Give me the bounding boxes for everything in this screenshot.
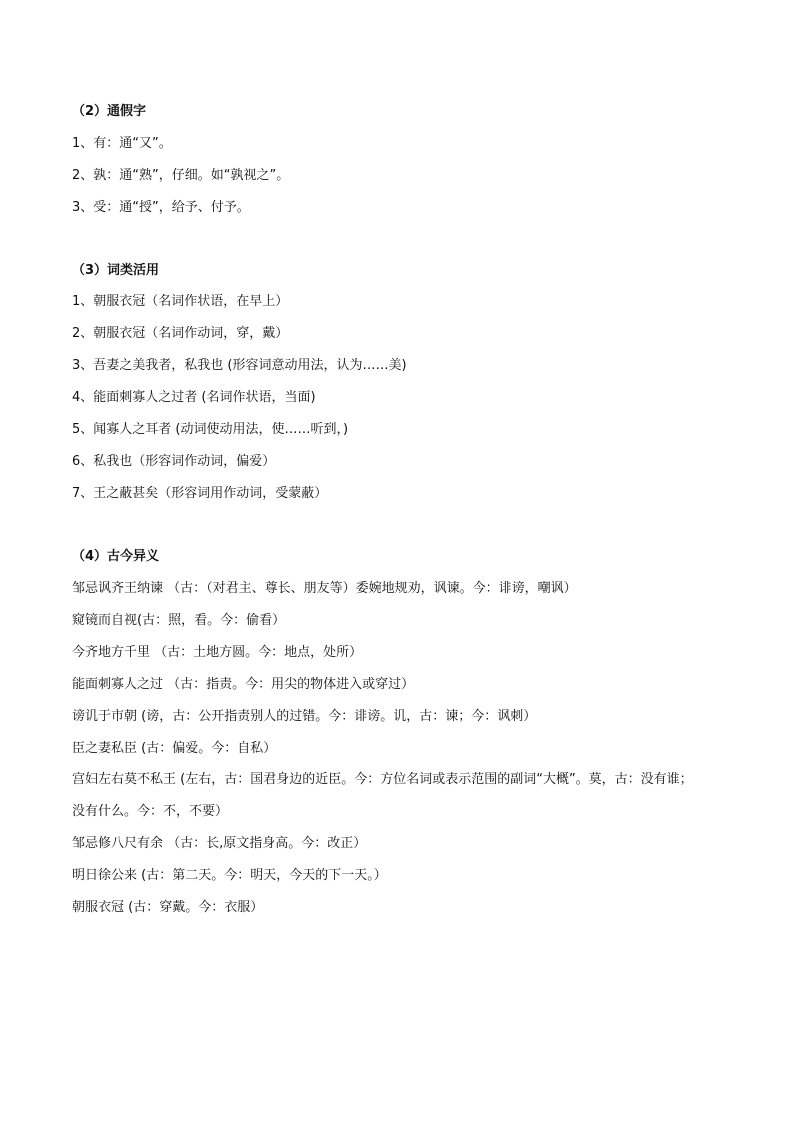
list-item: 能面刺寡人之过 （古：指责。今：用尖的物体进入或穿过）	[72, 677, 415, 692]
list-item: 2、孰：通“熟”，仔细。如“孰视之”。	[72, 168, 290, 183]
list-item: 1、有：通“又”。	[72, 136, 172, 151]
list-item: 2、朝服衣冠（名词作动词，穿，戴）	[72, 326, 289, 341]
list-item: 邹忌修八尺有余 （古：长,原文指身高。今：改正）	[72, 836, 367, 851]
list-item: 7、王之蔽甚矣（形容词用作动词，受蒙蔽）	[72, 486, 328, 501]
list-item: 谤讥于市朝 (谤，古：公开指责别人的过错。今：诽谤。讥，古：谏；今：讽刺）	[72, 709, 537, 724]
section-heading-gujinyiyi: （4）古今异义	[72, 549, 160, 564]
list-item: 今齐地方千里 （古：土地方圆。今：地点，处所）	[72, 645, 363, 660]
list-item: 窥镜而自视(古：照，看。今：偷看）	[72, 613, 286, 628]
list-item: 4、能面刺寡人之过者 (名词作状语，当面)	[72, 390, 316, 405]
section-heading-tongjiazi: （2）通假字	[72, 104, 147, 119]
list-item: 朝服衣冠 (古：穿戴。今：衣服）	[72, 900, 264, 915]
list-item: 3、吾妻之美我者，私我也 (形容词意动用法，认为……美)	[72, 358, 407, 373]
list-item: 明日徐公来 (古：第二天。今：明天，今天的下一天。）	[72, 868, 387, 883]
section-heading-cileihuoyong: （3）词类活用	[72, 263, 160, 278]
list-item: 邹忌讽齐王纳谏 （古：（对君主、尊长、朋友等）委婉地规劝，讽谏。今：诽谤，嘲讽）	[72, 581, 577, 596]
list-item: 1、朝服衣冠（名词作状语，在早上）	[72, 294, 289, 309]
list-item: 臣之妻私臣 (古：偏爱。今：自私）	[72, 741, 277, 756]
list-item: 3、受：通“授”，给予、付予。	[72, 200, 250, 215]
list-item: 6、私我也（形容词作动词，偏爱）	[72, 454, 276, 469]
list-item: 宫妇左右莫不私王 (左右，古：国君身边的近臣。今：方位名词或表示范围的副词“大概”。莫，古：没有谁；	[72, 772, 693, 787]
list-item: 5、闻寡人之耳者 (动词使动用法，使……听到，)	[72, 422, 349, 437]
list-item: 没有什么。今：不，不要）	[72, 804, 229, 819]
